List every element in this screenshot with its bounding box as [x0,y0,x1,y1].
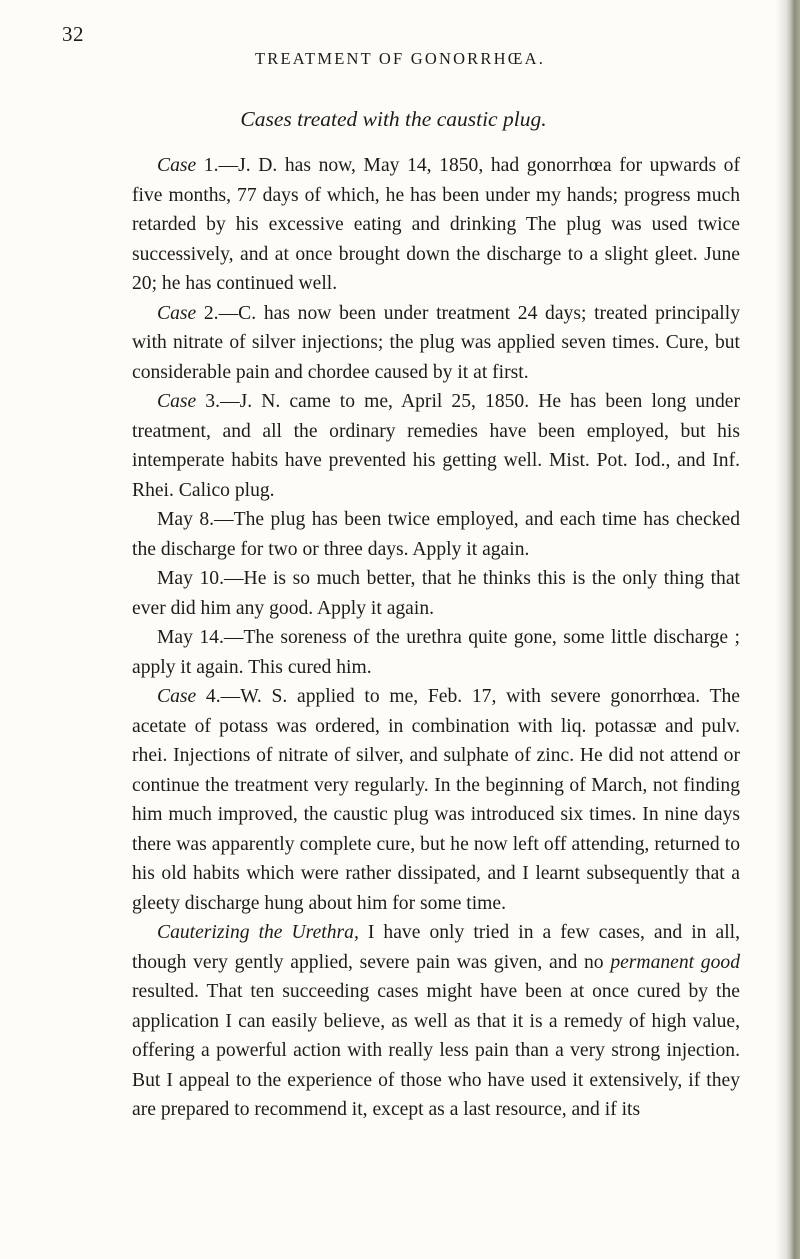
case-label: Case [157,391,197,412]
cauterizing-paragraph [132,918,740,1125]
case-label: Case [157,686,197,707]
entry-text: May 8.—The plug has been twice employed, and each time has checked the discharge for two or three days. Apply it again. [132,509,740,560]
entry-may-10 [132,564,740,623]
entry-may-8 [132,505,740,564]
case-text: 2.—C. has now been under treatment 24 days; treated principally with nitrate of silver injections; the plug was applied seven times. Cure, but considerable pain and chordee caused by it at first. [132,302,740,383]
cauterizing-emphasis: permanent good [610,951,740,973]
case-text: 1.—J. D. has now, May 14, 1850, had gonorrhœa for upwards of five months, 77 days of which, he has been under my hands; progress much retarded by his excessive eating and drinking The plug was used twice successively, and at once brought down the discharge to a slight gleet. June 20; he has continued well. [132,155,740,294]
cauterizing-text-2: resulted. That ten succeeding cases might have been at once cured by the application I can easily believe, as well as that it is a remedy of high value, offering a powerful action with really less pain than a very strong injection. But I appeal to the experience of those who have used it extensively, if they are prepared to recommend it, except as a last resource, and if its [132,981,740,1120]
entry-text: May 10.—He is so much better, that he thinks this is the only thing that ever did him any good. Apply it again. [132,568,740,619]
page-edge [786,0,800,1259]
section-title: Cases treated with the caustic plug. [240,107,547,131]
case-label: Case [157,302,197,324]
entry-may-14 [132,623,740,682]
body-text [132,151,740,1125]
case-4-paragraph [132,682,740,918]
page-edge-shadow [776,0,786,1259]
case-2-paragraph [132,299,740,388]
cauterizing-label: Cauterizing the Urethra, [157,922,359,943]
case-label: Case [157,155,197,176]
case-1-paragraph [132,151,740,299]
case-text: 4.—W. S. applied to me, Feb. 17, with severe gonorrhœa. The acetate of potass was ordered, in combination with liq. potassæ and pulv. rhei. Injections of nitrate of silver, and sulphate of zinc. He did not attend or continue the treatment very regularly. In the beginning of March, not finding him much improved, the caustic plug was introduced six times. In nine days there was apparently complete cure, but he now left off attending, returned to his old habits which were rather dissipated, and I learnt subsequently that a gleety discharge hung about him for some time. [132,686,740,914]
entry-text: May 14.—The soreness of the urethra quite gone, some little discharge ; apply it again. This cured him. [132,627,740,678]
case-3-paragraph [132,387,740,505]
cauterizing-text-1: I have only tried in a few cases, and in all, though very gently applied, severe pain was given, and no [132,922,740,973]
page-number: 32 [62,22,84,46]
running-head: TREATMENT OF GONORRHŒA. [255,49,546,68]
case-text: 3.—J. N. came to me, April 25, 1850. He has been long under treatment, and all the ordinary remedies have been employed, but his intemperate habits have prevented his getting well. Mist. Pot. Iod., and Inf. Rhei. Calico plug. [132,391,740,501]
